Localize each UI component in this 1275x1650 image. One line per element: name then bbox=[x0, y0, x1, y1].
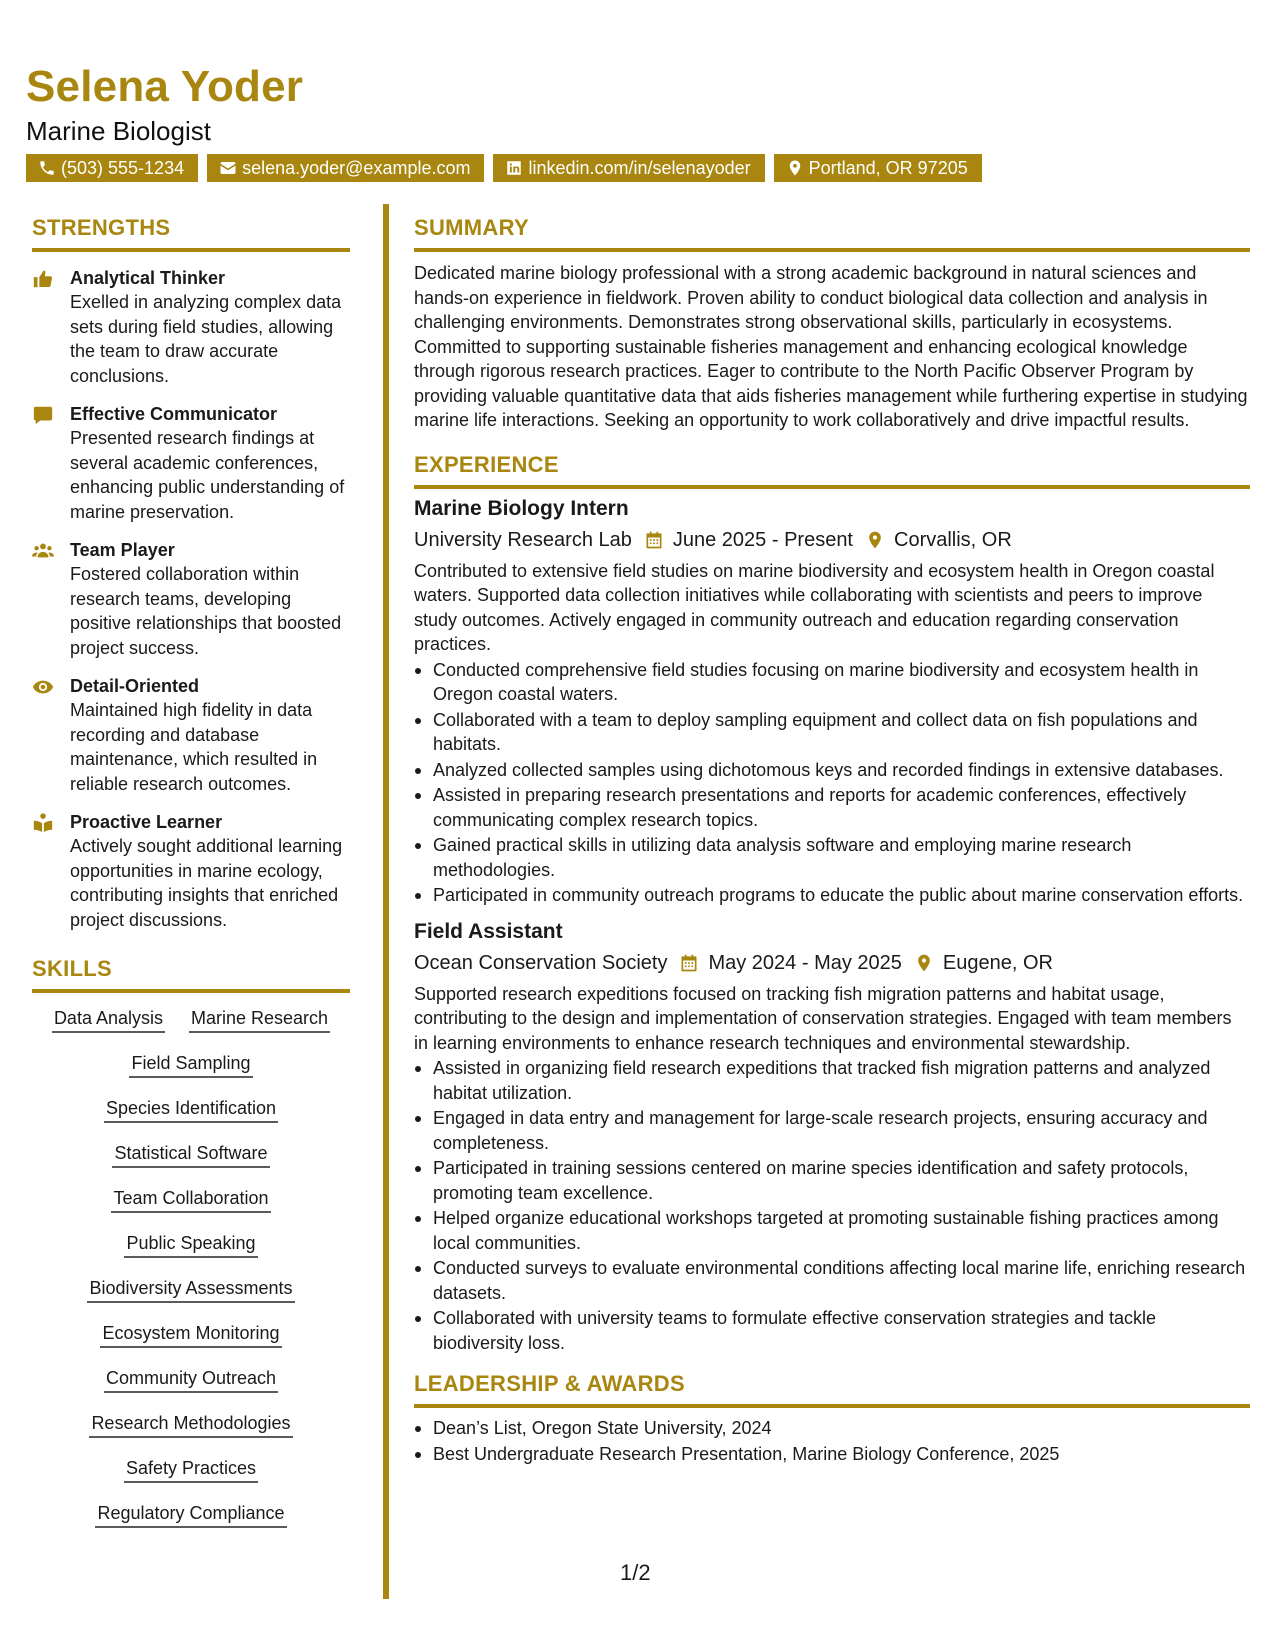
strength-desc: Maintained high fidelity in data recording and database maintenance, which resulted in reliable research outcomes. bbox=[70, 700, 318, 794]
skill-tag: Statistical Software bbox=[112, 1142, 269, 1168]
skill-tag: Species Identification bbox=[104, 1097, 278, 1123]
list-item: Conducted surveys to evaluate environmental conditions affecting local marine life, enriching research datasets. bbox=[414, 1256, 1250, 1305]
job-org: Ocean Conservation Society bbox=[414, 951, 668, 974]
job-dates: June 2025 - Present bbox=[672, 528, 853, 551]
contact-phone-text: (503) 555-1234 bbox=[61, 158, 185, 178]
eye-icon bbox=[32, 676, 54, 698]
experience-rule bbox=[414, 485, 1250, 489]
job-location: Eugene, OR bbox=[942, 951, 1053, 974]
contact-linkedin[interactable] bbox=[493, 154, 764, 182]
strength-desc: Presented research findings at several academic conferences, enhancing public understanding of marine preservation. bbox=[70, 428, 345, 522]
strength-desc: Fostered collaboration within research teams, developing positive relationships that boosted project success. bbox=[70, 564, 342, 658]
strength-desc: Actively sought additional learning opportunities in marine ecology, contributing insights that enriched project discussions. bbox=[70, 836, 343, 930]
job-entry bbox=[414, 495, 1250, 908]
summary-section bbox=[414, 213, 1250, 433]
skill-tag: Safety Practices bbox=[124, 1457, 258, 1483]
right-column bbox=[414, 213, 1250, 1467]
map-pin-icon bbox=[914, 953, 934, 973]
job-location: Corvallis, OR bbox=[894, 528, 1012, 551]
skill-tag: Biodiversity Assessments bbox=[87, 1277, 294, 1303]
strength-desc: Exelled in analyzing complex data sets during field studies, allowing the team to draw accurate conclusions. bbox=[70, 292, 342, 386]
strength-item bbox=[32, 402, 350, 524]
job-description: Contributed to extensive field studies on marine biodiversity and ecosystem health in Oregon coastal waters. Supported data collection initiatives while collaborating with scientists and peers to improve study outcomes. Actively engaged in community outreach and education regarding conservation practices. bbox=[414, 560, 1215, 654]
list-item: Participated in community outreach programs to educate the public about marine conservation efforts. bbox=[414, 883, 1250, 908]
strength-title: Analytical Thinker bbox=[70, 268, 226, 288]
strengths-heading: STRENGTHS bbox=[32, 215, 171, 240]
skill-tag: Marine Research bbox=[189, 1007, 330, 1033]
list-item: Conducted comprehensive field studies focusing on marine biodiversity and ecosystem health in Oregon coastal waters. bbox=[414, 658, 1250, 707]
list-item: Helped organize educational workshops targeted at promoting sustainable fishing practices among local communities. bbox=[414, 1206, 1250, 1255]
candidate-name: Selena Yoder bbox=[26, 62, 304, 111]
thumbs-up-icon bbox=[32, 268, 54, 290]
list-item: Assisted in preparing research presentations and reports for academic conferences, effectively communicating complex research topics. bbox=[414, 783, 1250, 832]
awards-heading: LEADERSHIP & AWARDS bbox=[414, 1371, 685, 1396]
contact-linkedin-text: linkedin.com/in/selenayoder bbox=[528, 158, 751, 178]
skill-tag: Ecosystem Monitoring bbox=[100, 1322, 281, 1348]
contact-bar bbox=[26, 154, 1249, 182]
strengths-rule bbox=[32, 248, 350, 252]
strengths-section bbox=[32, 213, 350, 932]
awards-list bbox=[414, 1416, 1250, 1466]
skill-tag: Research Methodologies bbox=[89, 1412, 292, 1438]
contact-location[interactable] bbox=[774, 154, 982, 182]
job-title: Field Assistant bbox=[414, 919, 563, 943]
experience-heading: EXPERIENCE bbox=[414, 451, 559, 477]
skills-rule bbox=[32, 989, 350, 993]
skill-tag: Public Speaking bbox=[124, 1232, 257, 1258]
experience-section bbox=[414, 450, 1250, 1356]
candidate-role: Marine Biologist bbox=[26, 116, 211, 146]
envelope-icon bbox=[219, 159, 237, 177]
people-group-icon bbox=[32, 540, 54, 562]
skill-tag: Data Analysis bbox=[52, 1007, 165, 1033]
list-item: Participated in training sessions centered on marine species identification and safety protocols, promoting team excellence. bbox=[414, 1156, 1250, 1205]
skills-list bbox=[32, 1007, 350, 1528]
skill-tag: Community Outreach bbox=[104, 1367, 278, 1393]
linkedin-icon bbox=[505, 159, 523, 177]
map-pin-icon bbox=[865, 530, 885, 550]
contact-phone[interactable] bbox=[26, 154, 198, 182]
job-dates: May 2024 - May 2025 bbox=[708, 951, 902, 974]
column-divider bbox=[383, 204, 389, 1599]
chat-bubble-icon bbox=[32, 404, 54, 426]
skills-section bbox=[32, 954, 350, 1528]
job-meta bbox=[414, 949, 1250, 977]
strength-title: Team Player bbox=[70, 540, 175, 560]
job-meta bbox=[414, 526, 1250, 554]
reader-icon bbox=[32, 812, 54, 834]
list-item: Assisted in organizing field research expeditions that tracked fish migration patterns and analyzed habitat utilization. bbox=[414, 1056, 1250, 1105]
summary-text: Dedicated marine biology professional with a strong academic background in natural sciences and hands-on experience in fieldwork. Proven ability to conduct biological data collection and analysis in challenging environments. Demonstrates strong observational skills, particularly in ecosystems. Committed to supporting sustainable fisheries management and enhancing ecological knowledge through rigorous research practices. Eager to contribute to the North Pacific Observer Program by providing valuable quantitative data that aids fisheries management while furthering expertise in studying marine life interactions. Seeking an opportunity to work collaboratively and drive impactful results. bbox=[414, 263, 1248, 430]
resume-header bbox=[26, 62, 1249, 182]
strength-item bbox=[32, 810, 350, 932]
job-bullets bbox=[414, 1056, 1250, 1355]
awards-rule bbox=[414, 1404, 1250, 1408]
list-item: Dean’s List, Oregon State University, 2024 bbox=[414, 1416, 1250, 1441]
list-item: Gained practical skills in utilizing data analysis software and employing marine research methodologies. bbox=[414, 833, 1250, 882]
contact-location-text: Portland, OR 97205 bbox=[808, 158, 968, 178]
job-bullets bbox=[414, 658, 1250, 908]
page-number: 1/2 bbox=[620, 1560, 651, 1585]
skill-tag: Regulatory Compliance bbox=[95, 1502, 286, 1528]
job-entry bbox=[414, 918, 1250, 1356]
job-title: Marine Biology Intern bbox=[414, 496, 629, 520]
strength-item bbox=[32, 674, 350, 796]
list-item: Collaborated with university teams to formulate effective conservation strategies and tackle biodiversity loss. bbox=[414, 1306, 1250, 1355]
skill-tag: Field Sampling bbox=[129, 1052, 252, 1078]
job-description: Supported research expeditions focused on tracking fish migration patterns and habitat usage, contributing to the design and implementation of conservation strategies. Engaged with team members in learning environments to enhance research techniques and environmental stewardship. bbox=[414, 983, 1232, 1053]
list-item: Analyzed collected samples using dichotomous keys and recorded findings in extensive databases. bbox=[414, 758, 1250, 783]
list-item: Best Undergraduate Research Presentation, Marine Biology Conference, 2025 bbox=[414, 1442, 1250, 1467]
left-column bbox=[32, 213, 350, 1547]
strength-title: Proactive Learner bbox=[70, 812, 223, 832]
summary-heading: SUMMARY bbox=[414, 215, 529, 240]
summary-rule bbox=[414, 248, 1250, 252]
phone-icon bbox=[38, 159, 56, 177]
strength-item bbox=[32, 538, 350, 660]
skills-heading: SKILLS bbox=[32, 956, 113, 981]
awards-section bbox=[414, 1369, 1250, 1466]
calendar-icon bbox=[679, 953, 699, 973]
list-item: Engaged in data entry and management for large-scale research projects, ensuring accuracy and completeness. bbox=[414, 1106, 1250, 1155]
strength-title: Detail-Oriented bbox=[70, 676, 200, 696]
map-pin-icon bbox=[786, 159, 804, 177]
contact-email-text: selena.yoder@example.com bbox=[242, 158, 471, 178]
list-item: Collaborated with a team to deploy sampling equipment and collect data on fish populations and habitats. bbox=[414, 708, 1250, 757]
job-org: University Research Lab bbox=[414, 528, 632, 551]
calendar-icon bbox=[644, 530, 664, 550]
skill-tag: Team Collaboration bbox=[111, 1187, 270, 1213]
contact-email[interactable] bbox=[207, 154, 484, 182]
strength-item bbox=[32, 266, 350, 388]
strength-title: Effective Communicator bbox=[70, 404, 278, 424]
